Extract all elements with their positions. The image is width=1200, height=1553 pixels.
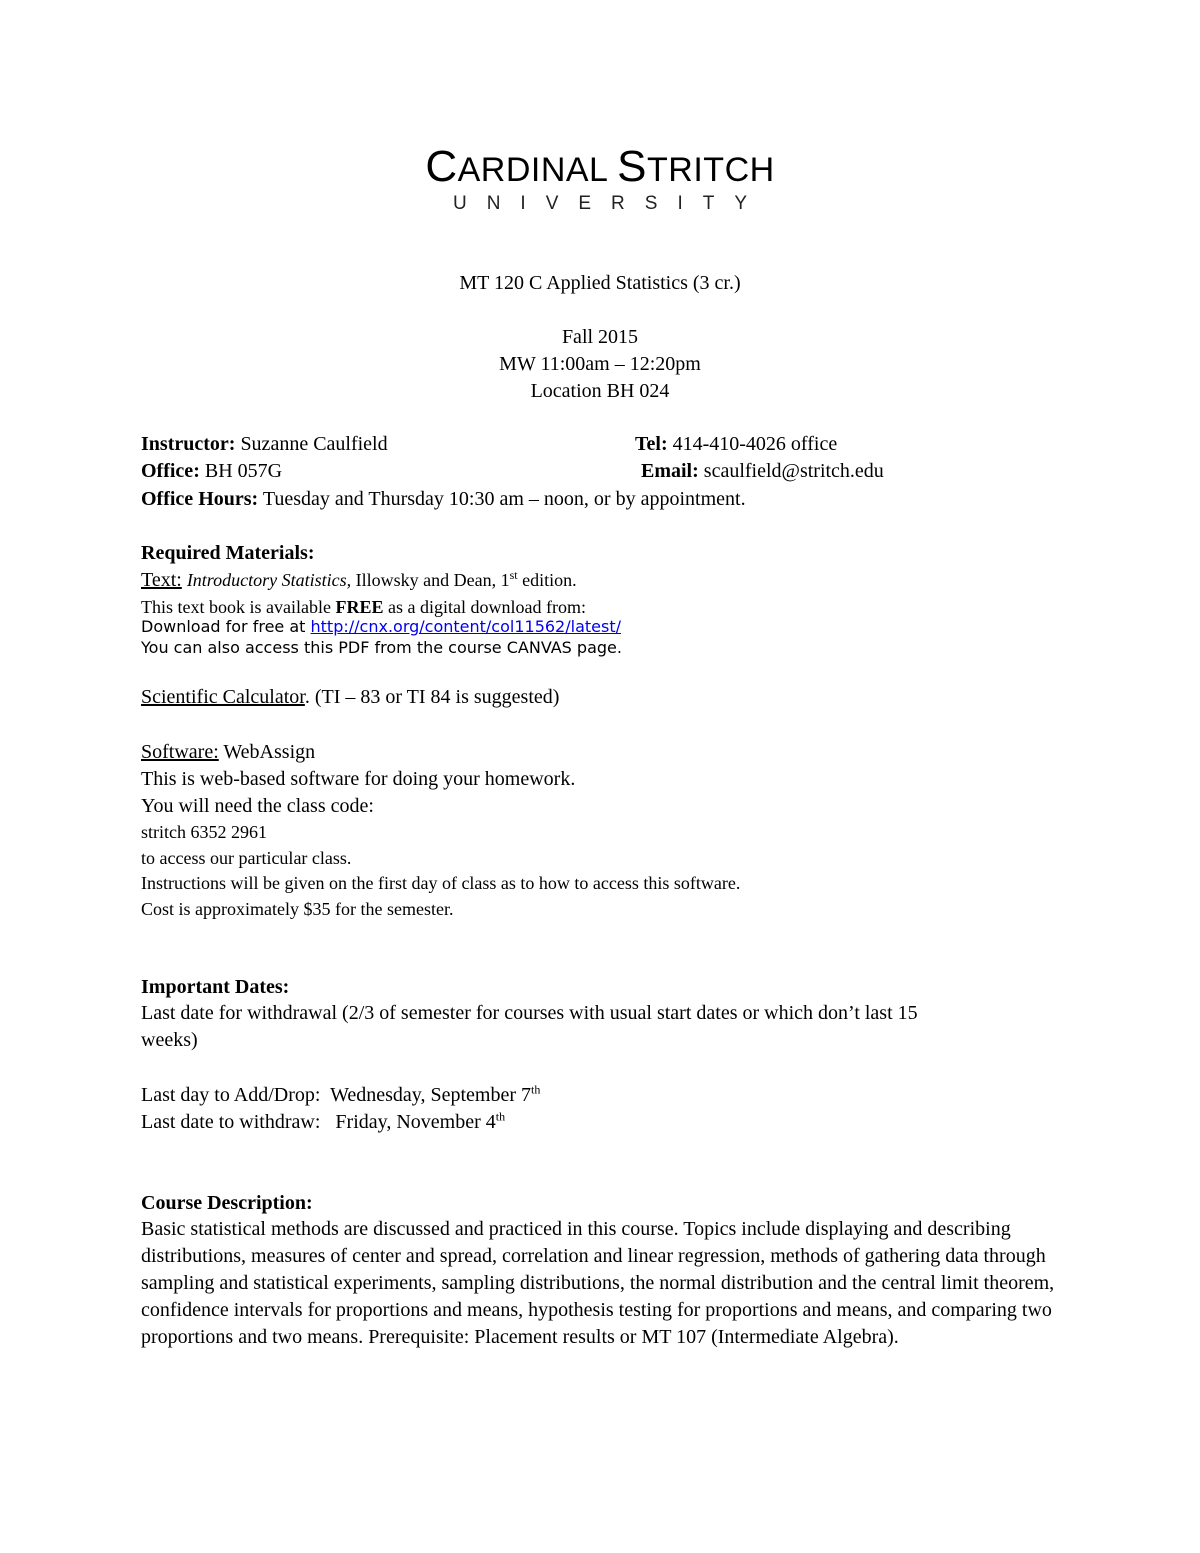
class-code-intro: You will need the class code:: [141, 795, 374, 817]
course-location: Location BH 024: [530, 380, 670, 402]
office-line: Office: BH 057G: [141, 460, 283, 482]
textbook-line: Text: Introductory Statistics, Illowsky and Dean, 1st edition.: [141, 568, 577, 591]
withdraw-line: Last date to withdraw: Friday, November 4th: [141, 1109, 506, 1133]
materials-heading: Required Materials:: [141, 542, 315, 564]
download-link[interactable]: http://cnx.org/content/col11562/latest/: [310, 617, 621, 636]
office-hours-line: Office Hours: Tuesday and Thursday 10:30 am – noon, or by appointment.: [141, 488, 746, 510]
class-code-after: to access our particular class.: [141, 848, 352, 868]
software-instructions: Instructions will be given on the first day of class as to how to access this software.: [141, 873, 741, 893]
calculator-line: Scientific Calculator. (TI – 83 or TI 84 is suggested): [141, 686, 560, 708]
course-term: Fall 2015: [561, 326, 639, 348]
university-logo: CARDINAL STRITCH: [425, 142, 775, 191]
free-download-line: This text book is available FREE as a digital download from:: [141, 597, 586, 617]
software-line: Software: WebAssign: [141, 741, 316, 763]
description-body: Basic statistical methods are discussed and practiced in this course. Topics include displaying and describing distributions, measures of center and spread, correlation and linear regression, methods of gathering data through sampling and statistical experiments, sampling distributions, the normal distribution and the central limit theorem, confidence intervals for proportions and means, hypothesis testing for proportions and means, and comparing two proportions and two means. Prerequisite: Placement results or MT 107 (Intermediate Algebra).: [141, 1218, 1055, 1348]
software-description: This is web-based software for doing your homework.: [141, 768, 576, 790]
withdrawal-note-line-2: weeks): [141, 1029, 198, 1051]
email-line: Email: scaulfield@stritch.edu: [641, 460, 884, 482]
university-logo-subtitle: UNIVERSITY: [452, 193, 768, 214]
software-cost: Cost is approximately $35 for the semester.: [141, 899, 454, 919]
download-line: Download for free at http://cnx.org/content/col11562/latest/: [141, 617, 621, 636]
course-time: MW 11:00am – 12:20pm: [499, 353, 701, 375]
canvas-note: You can also access this PDF from the course CANVAS page.: [141, 638, 622, 657]
class-code: stritch 6352 2961: [141, 822, 267, 842]
withdrawal-note-line-1: Last date for withdrawal (2/3 of semester for courses with usual start dates or which don’t last 15: [141, 1002, 918, 1024]
dates-heading: Important Dates:: [141, 976, 290, 998]
description-heading: Course Description:: [141, 1192, 313, 1214]
add-drop-line: Last day to Add/Drop: Wednesday, September 7th: [141, 1082, 541, 1106]
course-title: MT 120 C Applied Statistics (3 cr.): [459, 272, 741, 294]
instructor-line: Instructor: Suzanne Caulfield: [141, 433, 388, 455]
tel-line: Tel: 414-410-4026 office: [635, 433, 838, 455]
